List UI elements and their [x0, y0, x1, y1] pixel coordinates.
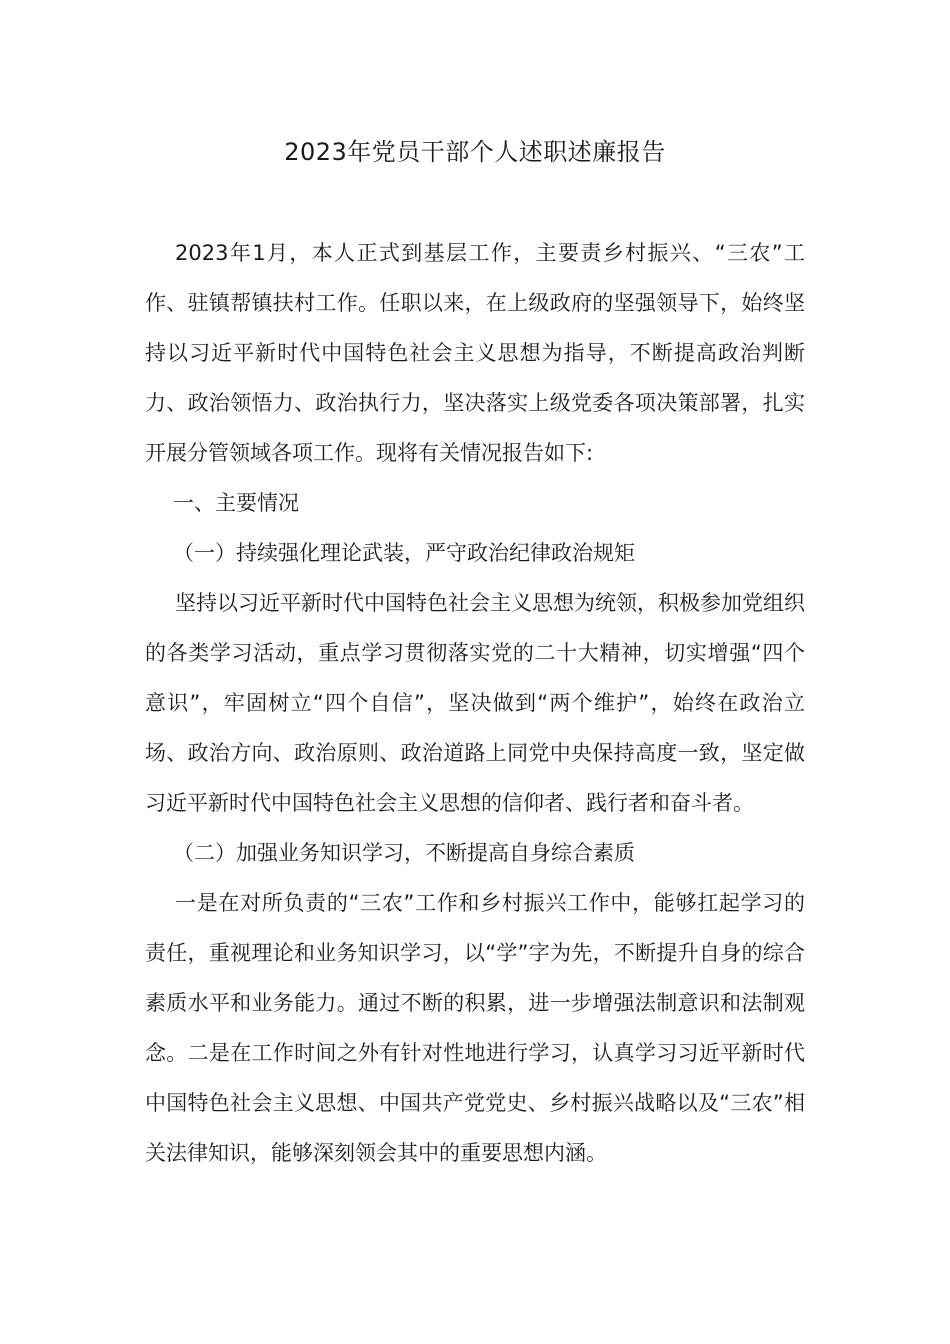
- paragraph-intro: 2023年1月，本人正式到基层工作，主要责乡村振兴、“三农”工作、驻镇帮镇扶村工作。任职以来，在上级政府的坚强领导下，始终坚持以习近平新时代中国特色社会主义思想为指导，不断提高政治判断力、政治领悟力、政治执行力，坚决落实上级党委各项决策部署，扎实开展分管领域各项工作。现将有关情况报告如下:: [145, 241, 805, 465]
- subsection-heading-1: （一）持续强化理论武装，严守政治纪律政治规矩: [173, 541, 635, 565]
- paragraph-theory: 坚持以习近平新时代中国特色社会主义思想为统领，积极参加党组织的各类学习活动，重点学习贯彻落实党的二十大精神，切实增强“四个意识”，牢固树立“四个自信”，坚决做到“两个维护”，始终在政治立场、政治方向、政治原则、政治道路上同党中央保持高度一致，坚定做习近平新时代中国特色社会主义思想的信仰者、践行者和奋斗者。: [145, 591, 805, 815]
- subsection-heading-2: （二）加强业务知识学习，不断提高自身综合素质: [173, 841, 635, 865]
- paragraph-study: 一是在对所负责的“三农”工作和乡村振兴工作中，能够扛起学习的责任，重视理论和业务知识学习，以“学”字为先，不断提升自身的综合素质水平和业务能力。通过不断的积累，进一步增强法制意识和法制观念。二是在工作时间之外有针对性地进行学习，认真学习习近平新时代中国特色社会主义思想、中国共产党党史、乡村振兴战略以及“三农”相关法律知识，能够深刻领会其中的重要思想内涵。: [145, 891, 805, 1165]
- section-heading-main-situation: 一、主要情况: [173, 491, 299, 515]
- document-title: 2023年党员干部个人述职述廉报告: [284, 138, 666, 166]
- document-body: [145, 228, 805, 1178]
